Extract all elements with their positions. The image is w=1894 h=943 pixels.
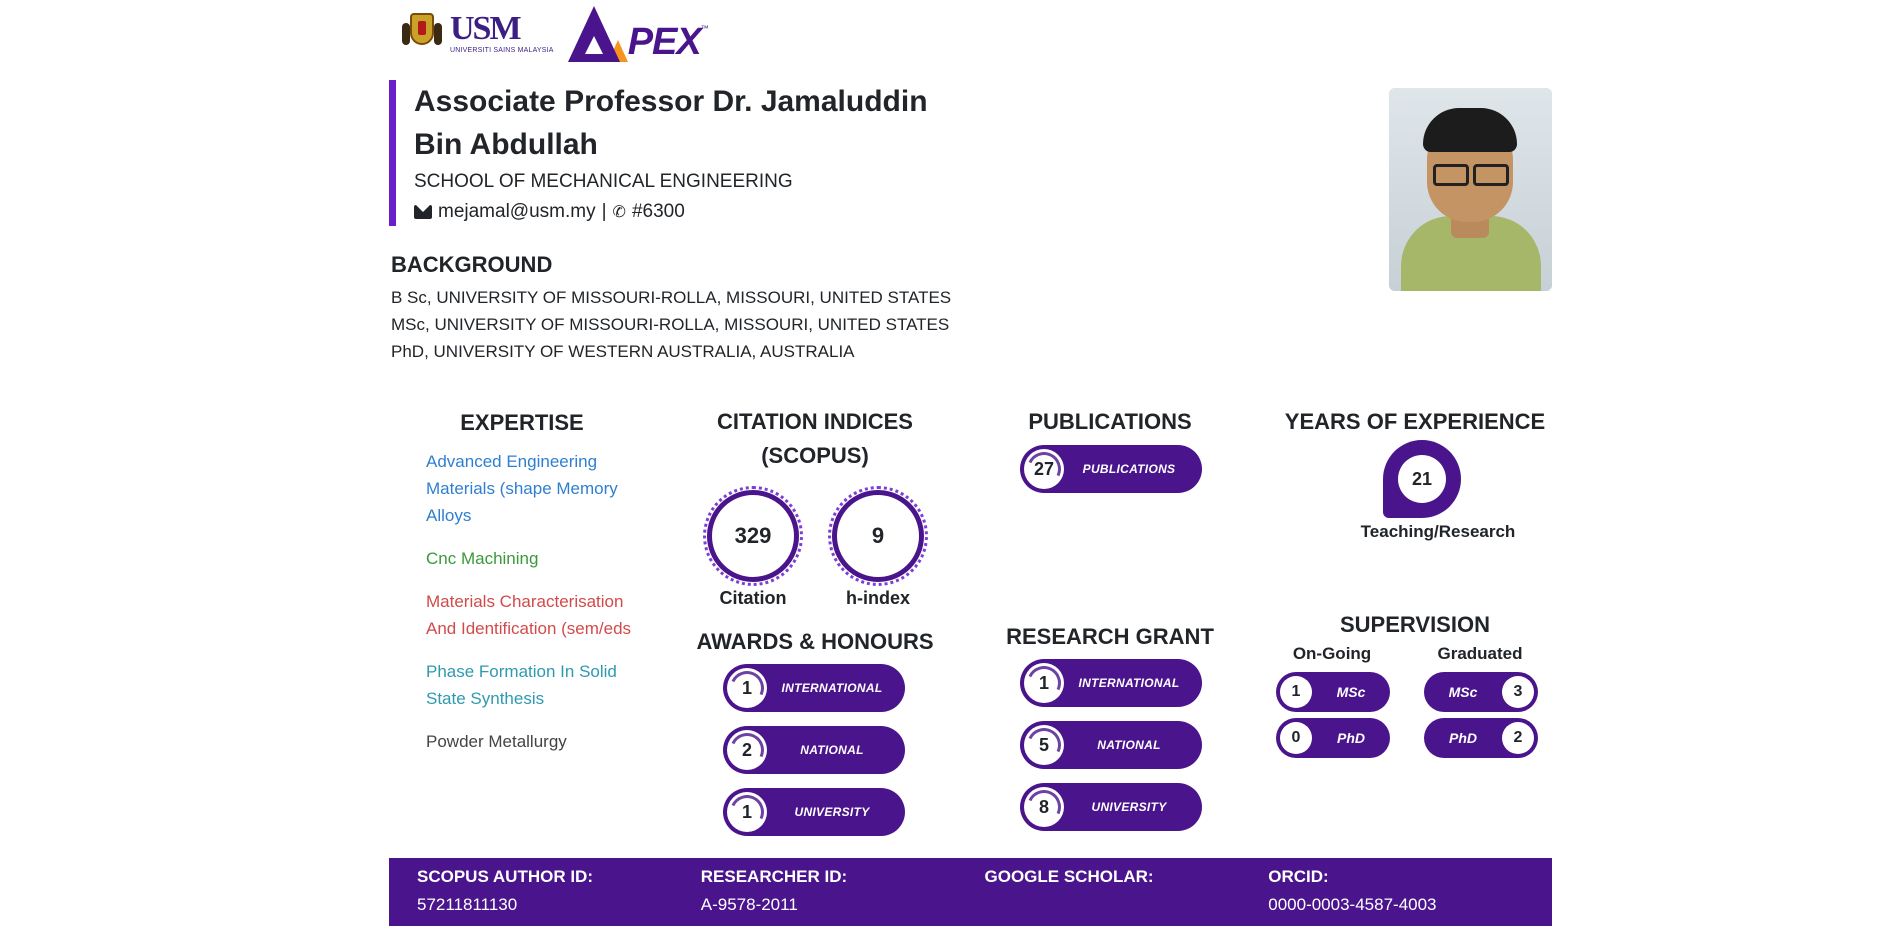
apex-trademark: ™ bbox=[700, 24, 709, 33]
supervision-count: 3 bbox=[1502, 676, 1534, 708]
years-title: YEARS OF EXPERIENCE bbox=[1284, 409, 1546, 434]
publications-count: 27 bbox=[1024, 449, 1064, 489]
header-logos bbox=[400, 0, 709, 64]
publications-badge[interactable] bbox=[1020, 445, 1202, 493]
expertise-item[interactable]: Advanced Engineering Materials (shape Memory Alloys bbox=[426, 452, 618, 525]
supervision-count: 2 bbox=[1502, 722, 1534, 754]
usm-logo-text: USM bbox=[450, 9, 520, 47]
email-link[interactable]: mejamal@usm.my bbox=[438, 201, 596, 222]
google-scholar-label: GOOGLE SCHOLAR: bbox=[984, 867, 1154, 886]
grant-label: INTERNATIONAL bbox=[1078, 676, 1180, 690]
supervision-graduated-msc[interactable] bbox=[1424, 672, 1538, 712]
supervision-graduated-phd[interactable] bbox=[1424, 718, 1538, 758]
award-international-badge[interactable] bbox=[723, 664, 905, 712]
hindex-label: h-index bbox=[845, 588, 910, 608]
background-section bbox=[391, 252, 951, 365]
hindex-circle bbox=[832, 490, 924, 582]
years-value: 21 bbox=[1398, 455, 1446, 503]
researcher-id-label: RESEARCHER ID: bbox=[700, 867, 848, 886]
hindex-value: 9 bbox=[871, 523, 885, 548]
apex-logo bbox=[568, 2, 709, 62]
awards-title: AWARDS & HONOURS bbox=[696, 629, 934, 654]
researcher-id-block bbox=[701, 866, 985, 926]
phone-icon: ✆ bbox=[612, 204, 626, 221]
supervision-count: 1 bbox=[1280, 676, 1312, 708]
profile-header bbox=[389, 80, 1009, 226]
supervision-graduated-label: Graduated bbox=[1437, 644, 1523, 663]
phone-extension: #6300 bbox=[631, 201, 685, 222]
profile-photo bbox=[1389, 88, 1552, 291]
award-national-badge[interactable] bbox=[723, 726, 905, 774]
expertise-item[interactable]: Materials Characterisation And Identification (sem/eds bbox=[426, 592, 632, 638]
citation-value: 329 bbox=[734, 523, 772, 548]
contact-separator: | bbox=[601, 201, 607, 222]
orcid-label: ORCID: bbox=[1268, 867, 1329, 886]
award-label: INTERNATIONAL bbox=[781, 681, 883, 695]
usm-logo-subtext: UNIVERSITI SAINS MALAYSIA bbox=[450, 46, 554, 54]
award-count: 1 bbox=[727, 668, 767, 708]
supervision-degree: PhD bbox=[1337, 730, 1365, 746]
profile-name: Associate Professor Dr. Jamaluddin Bin Abdullah bbox=[414, 85, 928, 161]
supervision-ongoing-phd[interactable] bbox=[1276, 718, 1390, 758]
scopus-id-value[interactable]: 57211811130 bbox=[417, 895, 518, 914]
background-item: MSc, UNIVERSITY OF MISSOURI-ROLLA, MISSOURI, UNITED STATES bbox=[391, 315, 950, 334]
grant-count: 1 bbox=[1024, 663, 1064, 703]
grant-international-badge[interactable] bbox=[1020, 659, 1202, 707]
grant-label: UNIVERSITY bbox=[1091, 800, 1167, 814]
publications-label: PUBLICATIONS bbox=[1082, 462, 1176, 476]
orcid-value[interactable]: 0000-0003-4587-4003 bbox=[1268, 895, 1437, 914]
expertise-section bbox=[391, 410, 653, 771]
background-title: BACKGROUND bbox=[391, 252, 553, 277]
envelope-icon bbox=[414, 205, 432, 219]
grant-count: 5 bbox=[1024, 725, 1064, 765]
profile-school: SCHOOL OF MECHANICAL ENGINEERING bbox=[414, 171, 793, 192]
supervision-title: SUPERVISION bbox=[1340, 612, 1490, 637]
supervision-degree: PhD bbox=[1449, 730, 1477, 746]
years-badge bbox=[1383, 440, 1461, 518]
expertise-title: EXPERTISE bbox=[460, 410, 584, 435]
award-label: NATIONAL bbox=[800, 743, 864, 757]
research-grant-title: RESEARCH GRANT bbox=[1006, 624, 1214, 649]
years-label: Teaching/Research bbox=[1360, 522, 1516, 541]
award-label: UNIVERSITY bbox=[794, 805, 870, 819]
google-scholar-block bbox=[985, 866, 1269, 926]
background-item: B Sc, UNIVERSITY OF MISSOURI-ROLLA, MISSOURI, UNITED STATES bbox=[391, 288, 952, 307]
expertise-item[interactable]: Phase Formation In Solid State Synthesis bbox=[426, 662, 617, 708]
background-item: PhD, UNIVERSITY OF WESTERN AUSTRALIA, AUSTRALIA bbox=[391, 342, 855, 361]
supervision-count: 0 bbox=[1280, 722, 1312, 754]
supervision-ongoing-msc[interactable] bbox=[1276, 672, 1390, 712]
award-count: 1 bbox=[727, 792, 767, 832]
researcher-ids-footer bbox=[389, 858, 1552, 926]
citation-title bbox=[690, 405, 940, 473]
grant-label: NATIONAL bbox=[1097, 738, 1161, 752]
publications-title: PUBLICATIONS bbox=[1028, 409, 1192, 434]
profile-contact bbox=[414, 201, 1009, 223]
usm-crest-logo bbox=[400, 9, 444, 55]
apex-a-icon bbox=[568, 6, 620, 62]
award-university-badge[interactable] bbox=[723, 788, 905, 836]
expertise-item[interactable]: Powder Metallurgy bbox=[426, 732, 567, 751]
citation-title-line2: (SCOPUS) bbox=[761, 443, 869, 468]
scopus-id-label: SCOPUS AUTHOR ID: bbox=[417, 867, 593, 886]
supervision-ongoing-label: On-Going bbox=[1292, 644, 1372, 663]
apex-logo-text: PEX bbox=[627, 21, 701, 63]
citation-label: Citation bbox=[719, 588, 787, 608]
scopus-id-block bbox=[417, 866, 701, 926]
orcid-block bbox=[1268, 866, 1552, 926]
expertise-item[interactable]: Cnc Machining bbox=[426, 549, 539, 568]
supervision-degree: MSc bbox=[1336, 684, 1366, 700]
award-count: 2 bbox=[727, 730, 767, 770]
researcher-id-value[interactable]: A-9578-2011 bbox=[700, 895, 798, 914]
citation-title-line1: CITATION INDICES bbox=[717, 409, 913, 434]
supervision-degree: MSc bbox=[1448, 684, 1478, 700]
citation-count-circle bbox=[707, 490, 799, 582]
grant-national-badge[interactable] bbox=[1020, 721, 1202, 769]
grant-count: 8 bbox=[1024, 787, 1064, 827]
grant-university-badge[interactable] bbox=[1020, 783, 1202, 831]
usm-logo bbox=[450, 11, 554, 54]
